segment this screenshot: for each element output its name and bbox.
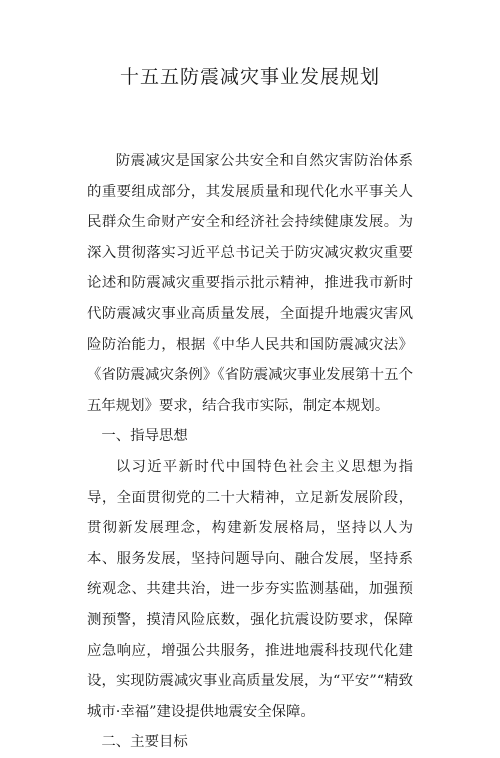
guiding-thought-paragraph: 以习近平新时代中国特色社会主义思想为指导，全面贯彻党的二十大精神，立足新发展阶段，贯彻新发展理念，构建新发展格局，坚持以人为本、服务发展，坚持问题导向、融合发展，坚持系统观念、共建共治，进一步夯实监测基础，加强预测预警，摸清风险底数，强化抗震设防要求，保障应急响应，增强公共服务，推进地震科技现代化建设，实现防震减灾事业高质量发展，为“平安”“精致城市·幸福”建设提供地震安全保障。 (87, 458, 413, 720)
section-heading-guiding-thought: 一、指导思想 (101, 428, 188, 445)
intro-paragraph: 防震减灾是国家公共安全和自然灾害防治体系的重要组成部分，其发展质量和现代化水平事关人民群众生命财产安全和经济社会持续健康发展。为深入贯彻落实习近平总书记关于防灾减灾救灾重要论述和防震减灾重要指示批示精神，推进我市新时代防震减灾事业高质量发展，全面提升地震灾害风险防治能力，根据《中华人民共和国防震减灾法》《省防震减灾条例》《省防震减灾事业发展第十五个五年规划》要求，结合我市实际，制定本规划。 (87, 153, 413, 414)
section-heading-main-goals: 二、主要目标 (101, 734, 188, 751)
document-title: 十五五防震减灾事业发展规划 (119, 66, 380, 88)
document-body (87, 146, 413, 758)
